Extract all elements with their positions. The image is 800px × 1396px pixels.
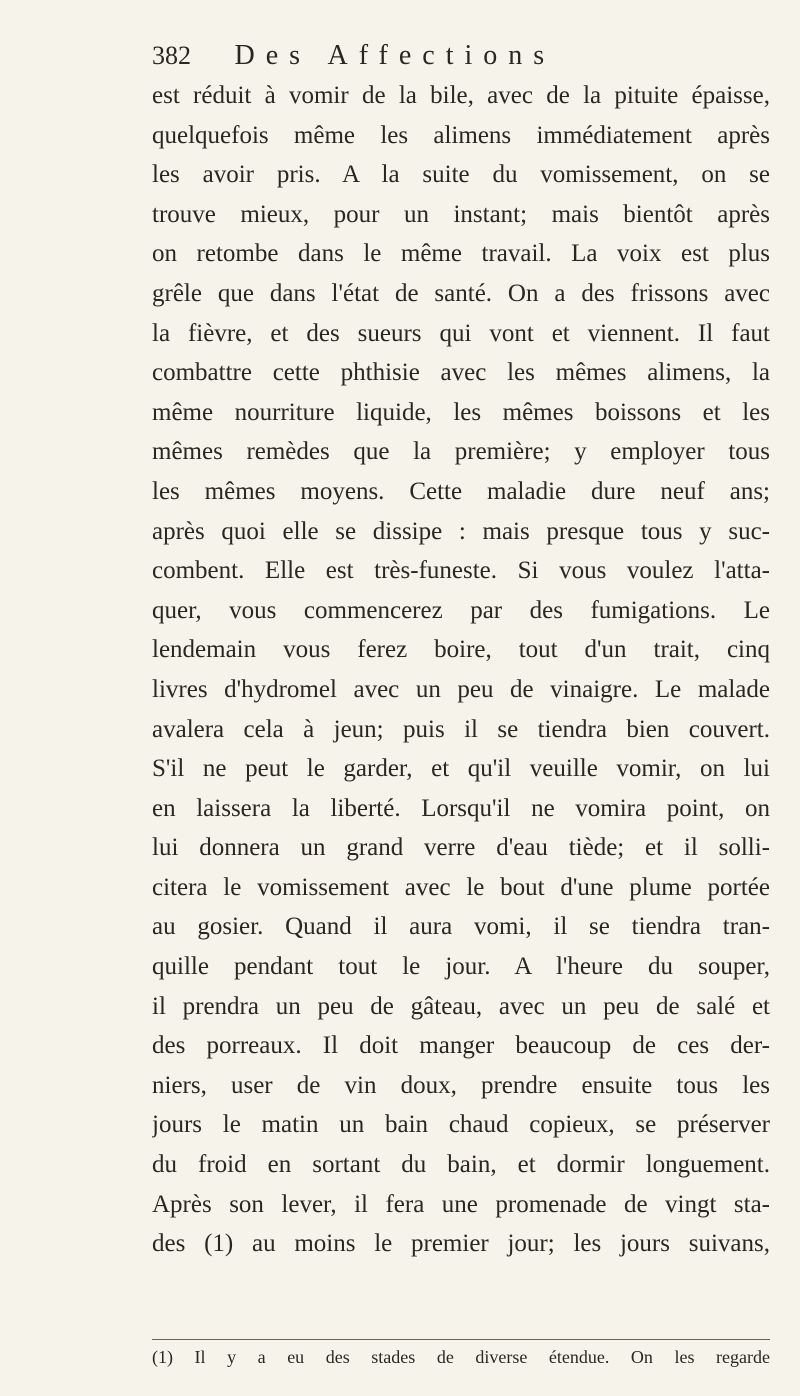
running-title: Des Affections [234,40,556,71]
text-line: niers, user de vin doux, prendre ensuite tous les [152,1071,770,1099]
text-line: trouve mieux, pour un instant; mais bientôt après [152,200,770,228]
text-line: après quoi elle se dissipe : mais presque tous y suc- [152,517,770,545]
text-line: il prendra un peu de gâteau, avec un peu de salé et [152,992,770,1020]
text-line: en laissera la liberté. Lorsqu'il ne vomira point, on [152,794,770,822]
text-line: des porreaux. Il doit manger beaucoup de ces der- [152,1032,770,1060]
text-line: S'il ne peut le garder, et qu'il veuille vomir, on lui [152,755,770,783]
text-line: avalera cela à jeun; puis il se tiendra bien couvert. [152,715,770,743]
page-number: 382 [152,41,191,70]
text-line: livres d'hydromel avec un peu de vinaigre. Le malade [152,675,770,703]
text-line: jours le matin un bain chaud copieux, se préserver [152,1111,770,1139]
text-line: grêle que dans l'état de santé. On a des frissons avec [152,279,770,307]
text-line: lui donnera un grand verre d'eau tiède; et il solli- [152,834,770,862]
footnote: (1) Il y a eu des stades de diverse étendue. On les regarde [152,1347,770,1367]
text-line: du froid en sortant du bain, et dormir longuement. [152,1151,770,1179]
text-line: la fièvre, et des sueurs qui vont et viennent. Il faut [152,319,770,347]
body-text [152,76,770,1264]
text-line: combent. Elle est très-funeste. Si vous voulez l'atta- [152,557,770,585]
text-line: même nourriture liquide, les mêmes boissons et les [152,398,770,426]
text-line: citera le vomissement avec le bout d'une plume portée [152,873,770,901]
text-line: au gosier. Quand il aura vomi, il se tiendra tran- [152,913,770,941]
text-line: les mêmes moyens. Cette maladie dure neuf ans; [152,477,770,505]
text-line: on retombe dans le même travail. La voix est plus [152,240,770,268]
running-head [152,36,752,76]
text-line: est réduit à vomir de la bile, avec de la pituite épaisse, [152,82,770,109]
footnote-rule [152,1339,770,1340]
text-line: les avoir pris. A la suite du vomissement, on se [152,161,770,189]
text-line: quelquefois même les alimens immédiatement après [152,121,770,149]
text-line: mêmes remèdes que la première; y employer tous [152,438,770,466]
text-line: quille pendant tout le jour. A l'heure du souper, [152,953,770,981]
text-line: lendemain vous ferez boire, tout d'un trait, cinq [152,636,770,664]
text-line: quer, vous commencerez par des fumigations. Le [152,596,770,624]
text-line: des (1) au moins le premier jour; les jours suivans, [152,1230,770,1258]
text-line: Après son lever, il fera une promenade de vingt sta- [152,1190,770,1218]
text-line: combattre cette phthisie avec les mêmes alimens, la [152,359,770,387]
